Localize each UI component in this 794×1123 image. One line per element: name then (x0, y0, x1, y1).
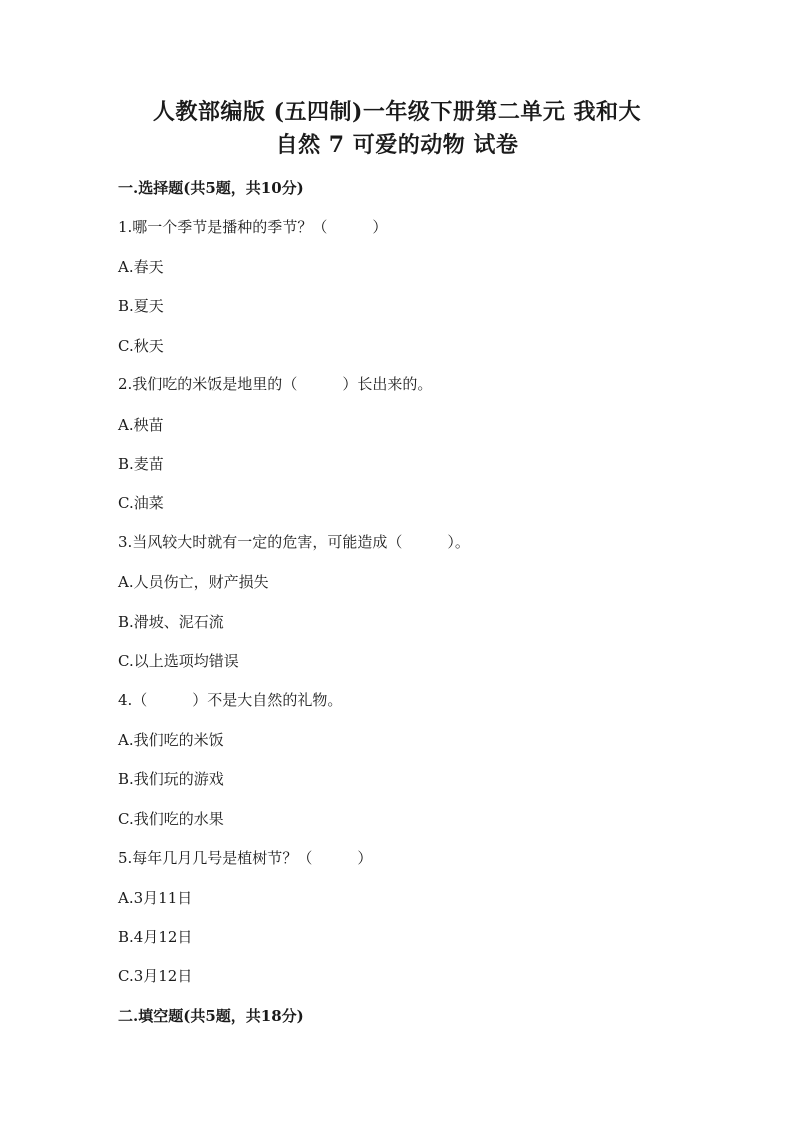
exam-title-line-1: 人教部编版 (五四制)一年级下册第二单元 我和大 (152, 99, 642, 125)
question-4-option-b: B.我们玩的游戏 (118, 770, 224, 788)
question-3-option-b: B.滑坡、泥石流 (118, 613, 224, 631)
question-3-stem: 3.当风较大时就有一定的危害，可能造成（ ）。 (118, 533, 470, 551)
question-1-option-b: B.夏天 (118, 297, 164, 315)
question-4-option-a: A.我们吃的米饭 (118, 731, 224, 749)
question-2-option-b: B.麦苗 (118, 455, 164, 473)
question-2-option-c: C.油菜 (118, 494, 164, 512)
question-1-option-a: A.春天 (118, 258, 164, 276)
question-1-option-c: C.秋天 (118, 337, 164, 355)
section-heading-fill-in: 二.填空题(共5题，共18分) (118, 1007, 304, 1025)
question-5-option-c: C.3月12日 (118, 967, 193, 985)
exam-title-line-2: 自然 7 可爱的动物 试卷 (275, 132, 519, 158)
question-2-option-a: A.秧苗 (118, 416, 164, 434)
question-4-option-c: C.我们吃的水果 (118, 810, 224, 828)
question-1-stem: 1.哪一个季节是播种的季节？（ ） (118, 218, 388, 236)
question-2-stem: 2.我们吃的米饭是地里的（ ）长出来的。 (118, 375, 433, 393)
question-3-option-a: A.人员伤亡，财产损失 (118, 573, 269, 591)
question-4-stem: 4.（ ）不是大自然的礼物。 (118, 691, 343, 709)
question-5-option-a: A.3月11日 (118, 889, 193, 907)
question-5-option-b: B.4月12日 (118, 928, 193, 946)
question-5-stem: 5.每年几月几号是植树节？（ ） (118, 849, 373, 867)
section-heading-choice: 一.选择题(共5题，共10分) (118, 179, 304, 197)
question-3-option-c: C.以上选项均错误 (118, 652, 239, 670)
